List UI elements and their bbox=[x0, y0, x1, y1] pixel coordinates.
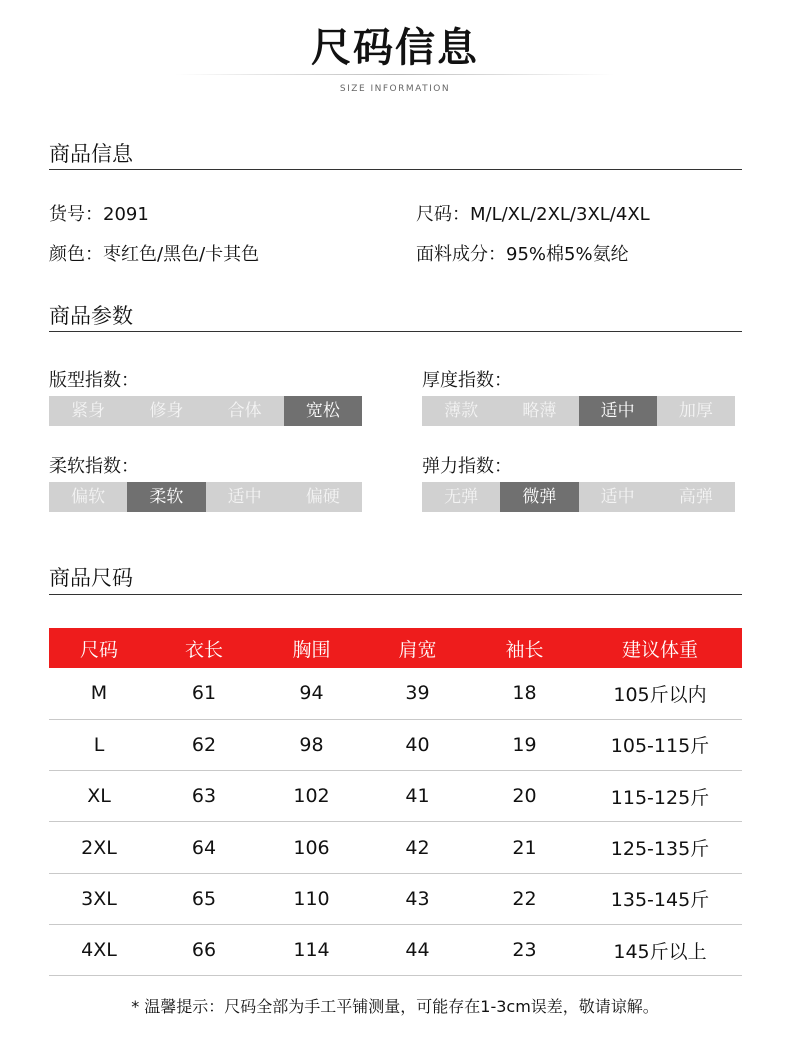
table-cell: 94 bbox=[259, 668, 364, 719]
param-scale-softness bbox=[49, 482, 362, 512]
table-row bbox=[49, 771, 742, 822]
table-cell: XL bbox=[49, 771, 149, 822]
param-label-thickness: 厚度指数： bbox=[422, 370, 512, 391]
column-header: 袖长 bbox=[471, 628, 578, 668]
table-row bbox=[49, 924, 742, 975]
measurement-note: * 温馨提示：尺码全部为手工平铺测量，可能存在1-3cm误差，敬请谅解。 bbox=[131, 997, 659, 1016]
scale-option: 高弹 bbox=[678, 487, 713, 507]
scale-option: 适中 bbox=[579, 396, 657, 426]
param-scale-fit bbox=[49, 396, 362, 426]
page-subtitle: SIZE INFORMATION bbox=[339, 84, 451, 94]
table-cell: 44 bbox=[364, 924, 471, 975]
table-cell: 21 bbox=[471, 822, 578, 873]
color-list: 颜色：枣红色/黑色/卡其色 bbox=[49, 244, 260, 265]
column-header: 尺码 bbox=[49, 628, 149, 668]
table-cell: 125-135斤 bbox=[578, 822, 742, 873]
table-cell: 39 bbox=[364, 668, 471, 719]
column-header: 胸围 bbox=[259, 628, 364, 668]
param-scale-elasticity bbox=[422, 482, 735, 512]
param-scale-thickness bbox=[422, 396, 735, 426]
table-header-row bbox=[49, 628, 742, 668]
title-divider bbox=[175, 74, 615, 75]
scale-option: 薄款 bbox=[444, 401, 479, 421]
table-cell: L bbox=[49, 719, 149, 770]
table-cell: 23 bbox=[471, 924, 578, 975]
section-divider bbox=[49, 169, 742, 170]
table-cell: 145斤以上 bbox=[578, 924, 742, 975]
table-cell: 4XL bbox=[49, 924, 149, 975]
table-cell: 105-115斤 bbox=[578, 719, 742, 770]
scale-option: 修身 bbox=[149, 401, 184, 421]
section-heading-params: 商品参数 bbox=[49, 304, 133, 328]
fabric-composition: 面料成分：95%棉5%氨纶 bbox=[416, 244, 629, 265]
table-row bbox=[49, 719, 742, 770]
table-cell: 18 bbox=[471, 668, 578, 719]
section-heading-product-info: 商品信息 bbox=[49, 142, 133, 166]
table-row bbox=[49, 668, 742, 719]
param-label-fit: 版型指数： bbox=[49, 370, 139, 391]
size-table bbox=[49, 628, 742, 976]
table-cell: 40 bbox=[364, 719, 471, 770]
table-cell: 114 bbox=[259, 924, 364, 975]
item-number: 货号：2091 bbox=[49, 204, 149, 225]
table-cell: 42 bbox=[364, 822, 471, 873]
table-cell: 19 bbox=[471, 719, 578, 770]
table-cell: 43 bbox=[364, 873, 471, 924]
table-cell: 98 bbox=[259, 719, 364, 770]
table-cell: 62 bbox=[149, 719, 259, 770]
table-cell: 41 bbox=[364, 771, 471, 822]
section-divider bbox=[49, 331, 742, 332]
param-label-softness: 柔软指数： bbox=[49, 456, 139, 477]
param-label-elasticity: 弹力指数： bbox=[422, 456, 512, 477]
section-divider bbox=[49, 594, 742, 595]
table-row bbox=[49, 822, 742, 873]
size-list: 尺码：M/L/XL/2XL/3XL/4XL bbox=[416, 204, 650, 225]
table-cell: 105斤以内 bbox=[578, 668, 742, 719]
scale-option: 适中 bbox=[227, 487, 262, 507]
scale-option: 加厚 bbox=[678, 401, 713, 421]
table-row bbox=[49, 873, 742, 924]
scale-option: 无弹 bbox=[444, 487, 479, 507]
page-title: 尺码信息 bbox=[311, 25, 479, 71]
scale-option: 微弹 bbox=[500, 482, 578, 512]
table-cell: 115-125斤 bbox=[578, 771, 742, 822]
scale-option: 紧身 bbox=[71, 401, 106, 421]
table-cell: 66 bbox=[149, 924, 259, 975]
table-cell: 102 bbox=[259, 771, 364, 822]
table-cell: 64 bbox=[149, 822, 259, 873]
scale-option: 适中 bbox=[600, 487, 635, 507]
table-cell: 61 bbox=[149, 668, 259, 719]
column-header: 建议体重 bbox=[578, 628, 742, 668]
scale-option: 略薄 bbox=[522, 401, 557, 421]
table-cell: 3XL bbox=[49, 873, 149, 924]
table-cell: 22 bbox=[471, 873, 578, 924]
table-cell: 106 bbox=[259, 822, 364, 873]
table-cell: 2XL bbox=[49, 822, 149, 873]
scale-option: 宽松 bbox=[284, 396, 362, 426]
scale-option: 合体 bbox=[227, 401, 262, 421]
column-header: 肩宽 bbox=[364, 628, 471, 668]
scale-option: 偏软 bbox=[71, 487, 106, 507]
table-cell: M bbox=[49, 668, 149, 719]
scale-option: 偏硬 bbox=[305, 487, 340, 507]
table-cell: 63 bbox=[149, 771, 259, 822]
table-cell: 110 bbox=[259, 873, 364, 924]
table-cell: 65 bbox=[149, 873, 259, 924]
table-cell: 20 bbox=[471, 771, 578, 822]
column-header: 衣长 bbox=[149, 628, 259, 668]
section-heading-size-chart: 商品尺码 bbox=[49, 566, 133, 590]
scale-option: 柔软 bbox=[127, 482, 205, 512]
table-cell: 135-145斤 bbox=[578, 873, 742, 924]
